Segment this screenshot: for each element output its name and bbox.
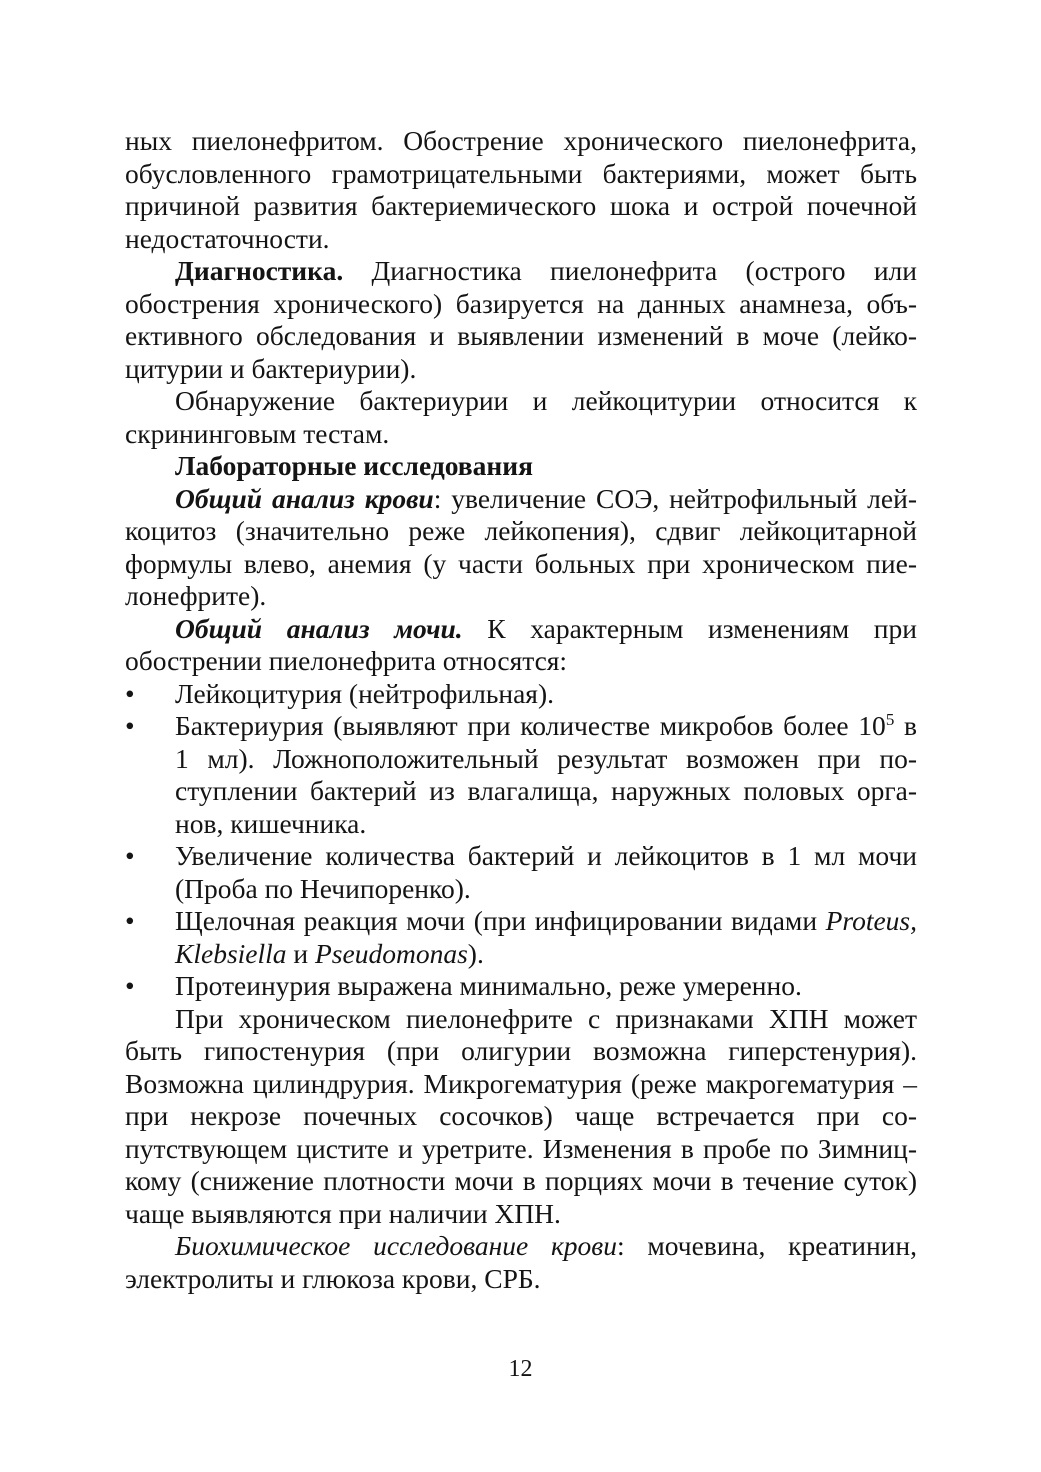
- list-item-alkaline: [125, 905, 917, 970]
- list-item-text: Бактериурия (выявляют при количестве микробов более 10: [175, 710, 886, 741]
- paragraph-blood-analysis: [125, 483, 917, 613]
- bullet-icon: •: [125, 710, 135, 741]
- species-pseudomonas: Pseudomonas: [315, 937, 468, 969]
- list-item-text-cont: в 1 мл). Ложноположительный результат возможен при поступлении бактерий из влагалища, наружных половых органов, кишечника.: [175, 710, 917, 839]
- blood-analysis-text: : увеличение СОЭ, нейтрофильный лейкоцитоз (значительно реже лейкопения), сдвиг лейкоцитарной формулы влево, анемия (у части больных при хроническом пиелонефрите).: [125, 482, 917, 611]
- list-item-nechiporenko: [125, 840, 917, 905]
- intro-text: ных пиелонефритом. Обострение хронического пиелонефрита, обусловленного грамотрицательными бактериями, может быть причиной развития бактериемического шока и острой почечной недостаточности.: [125, 125, 917, 254]
- paragraph-biochemistry: [125, 1230, 917, 1295]
- urine-analysis-text: К характерным изменениям при обострении пиелонефрита относятся:: [125, 612, 917, 676]
- list-item-text: Щелочная реакция мочи (при инфицировании видами: [175, 905, 826, 936]
- urine-findings-list: [125, 678, 917, 1003]
- page-body: [125, 125, 917, 1295]
- diagnostics-lead: Диагностика.: [175, 255, 344, 286]
- biochemistry-text: : мочевина, креатинин, электролиты и глюкоза крови, СРБ.: [125, 1230, 917, 1294]
- exponent: 5: [885, 709, 895, 729]
- section-heading-lab: Лабораторные исследования: [175, 450, 533, 481]
- paragraph-intro: [125, 125, 917, 255]
- blood-analysis-lead: Общий анализ крови: [175, 482, 434, 514]
- paragraph-screening: [125, 385, 917, 450]
- page-number: 12: [508, 1356, 533, 1382]
- species-proteus-klebsiella: Proteus, Klebsiella: [175, 905, 917, 969]
- list-item-bacteriuria: [125, 710, 917, 840]
- diagnostics-text: Диагностика пиелонефрита (острого или обострения хронического) базируется на данных анамнеза, объективного обследования и выявлении изменений в моче (лейкоцитурии и бактериурии).: [125, 255, 917, 384]
- chronic-text: При хроническом пиелонефрите с признаками ХПН может быть гипостенурия (при олигурии возможна гиперстенурия). Возможна цилиндрурия. Микрогематурия (реже макрогематурия – при некрозе почечных сосочков) чаще встречается при сопутствующем цистите и уретрите. Изменения в пробе по Зимницкому (снижение плотности мочи в порциях мочи в течение суток) чаще выявляются при наличии ХПН.: [125, 1002, 917, 1229]
- list-item-proteinuria: [125, 970, 917, 1003]
- bullet-icon: •: [125, 677, 135, 709]
- conjunction: и: [286, 937, 315, 969]
- list-item-leukocyturia: [125, 678, 917, 711]
- paragraph-chronic: [125, 1003, 917, 1231]
- list-item-end: ).: [467, 937, 484, 969]
- list-item-text: Лейкоцитурия (нейтрофильная).: [175, 677, 554, 709]
- screening-text: Обнаружение бактериурии и лейкоцитурии относится к скрининговым тестам.: [125, 385, 917, 449]
- list-item-text: Увеличение количества бактерий и лейкоцитов в 1 мл мочи (Проба по Нечипоренко).: [175, 840, 917, 904]
- bullet-icon: •: [125, 970, 135, 1001]
- bullet-icon: •: [125, 905, 135, 936]
- paragraph-urine-analysis: [125, 613, 917, 678]
- biochemistry-lead: Биохимическое исследование крови: [175, 1230, 617, 1261]
- bullet-icon: •: [125, 840, 135, 871]
- urine-analysis-lead: Общий анализ мочи.: [175, 612, 463, 644]
- paragraph-diagnostics: [125, 255, 917, 385]
- list-item-text: Протеинурия выражена минимально, реже умеренно.: [175, 970, 802, 1001]
